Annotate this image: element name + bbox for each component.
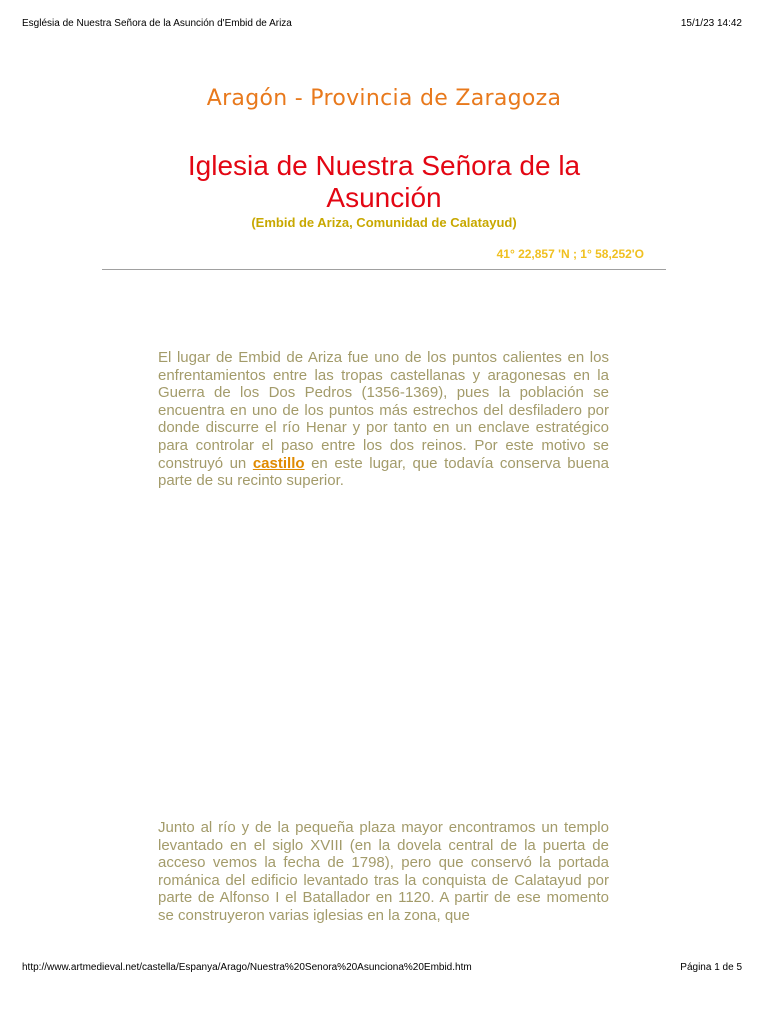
watermark-copyright: (C) 2016 <box>517 772 560 784</box>
paragraph-text-after-link: en este lugar, que todavía conserva buena parte de su recinto superior. <box>158 454 609 490</box>
print-datetime: 15/1/23 14:42 <box>680 18 742 29</box>
region-title: Aragón - Provincia de Zaragoza <box>206 86 562 111</box>
photo-watermark <box>494 756 583 785</box>
print-page-title: Església de Nuestra Señora de la Asunción d'Embid de Ariza <box>22 18 292 29</box>
watermark-title: Art Medieval <box>493 755 583 772</box>
intro-paragraph <box>158 349 609 490</box>
print-header <box>22 18 742 32</box>
print-footer <box>22 962 742 976</box>
print-url[interactable]: http://www.artmedieval.net/castella/Espanya/Arago/Nuestra%20Senora%20Asunciona%20Embid.htm <box>22 962 472 973</box>
page-title: Iglesia de Nuestra Señora de la Asunción <box>187 150 581 213</box>
coordinates: 41° 22,857 'N ; 1° 58,252'O <box>496 247 644 261</box>
paragraph-text-before-link: El lugar de Embid de Ariza fue uno de los puntos calientes en los enfrentamientos entre las tropas castellanas y aragonesas en la Guerra de los Dos Pedros (1356-1369), pues la población se encuentra en uno de los puntos más estrechos del desfiladero por donde discurre el río Henar y por tanto en un enclave estratégico para controlar el paso entre los dos reinos. Por este motivo se construyó un <box>158 349 609 472</box>
castillo-link[interactable]: castillo <box>252 454 305 472</box>
description-paragraph: Junto al río y de la pequeña plaza mayor encontramos un templo levantado en el siglo XVIII (en la dovela central de la puerta de acceso vemos la fecha de 1798), pero que conservó la portada románica del edificio levantado tras la conquista de Calatayud por parte de Alfonso I el Batallador en 1120. A partir de ese momento se construyeron varias iglesias en la zona, que <box>158 819 609 924</box>
horizontal-divider <box>102 269 666 270</box>
page-indicator: Página 1 de 5 <box>680 962 742 973</box>
church-photo <box>177 527 591 787</box>
location-subtitle: (Embid de Ariza, Comunidad de Calatayud) <box>251 215 517 230</box>
